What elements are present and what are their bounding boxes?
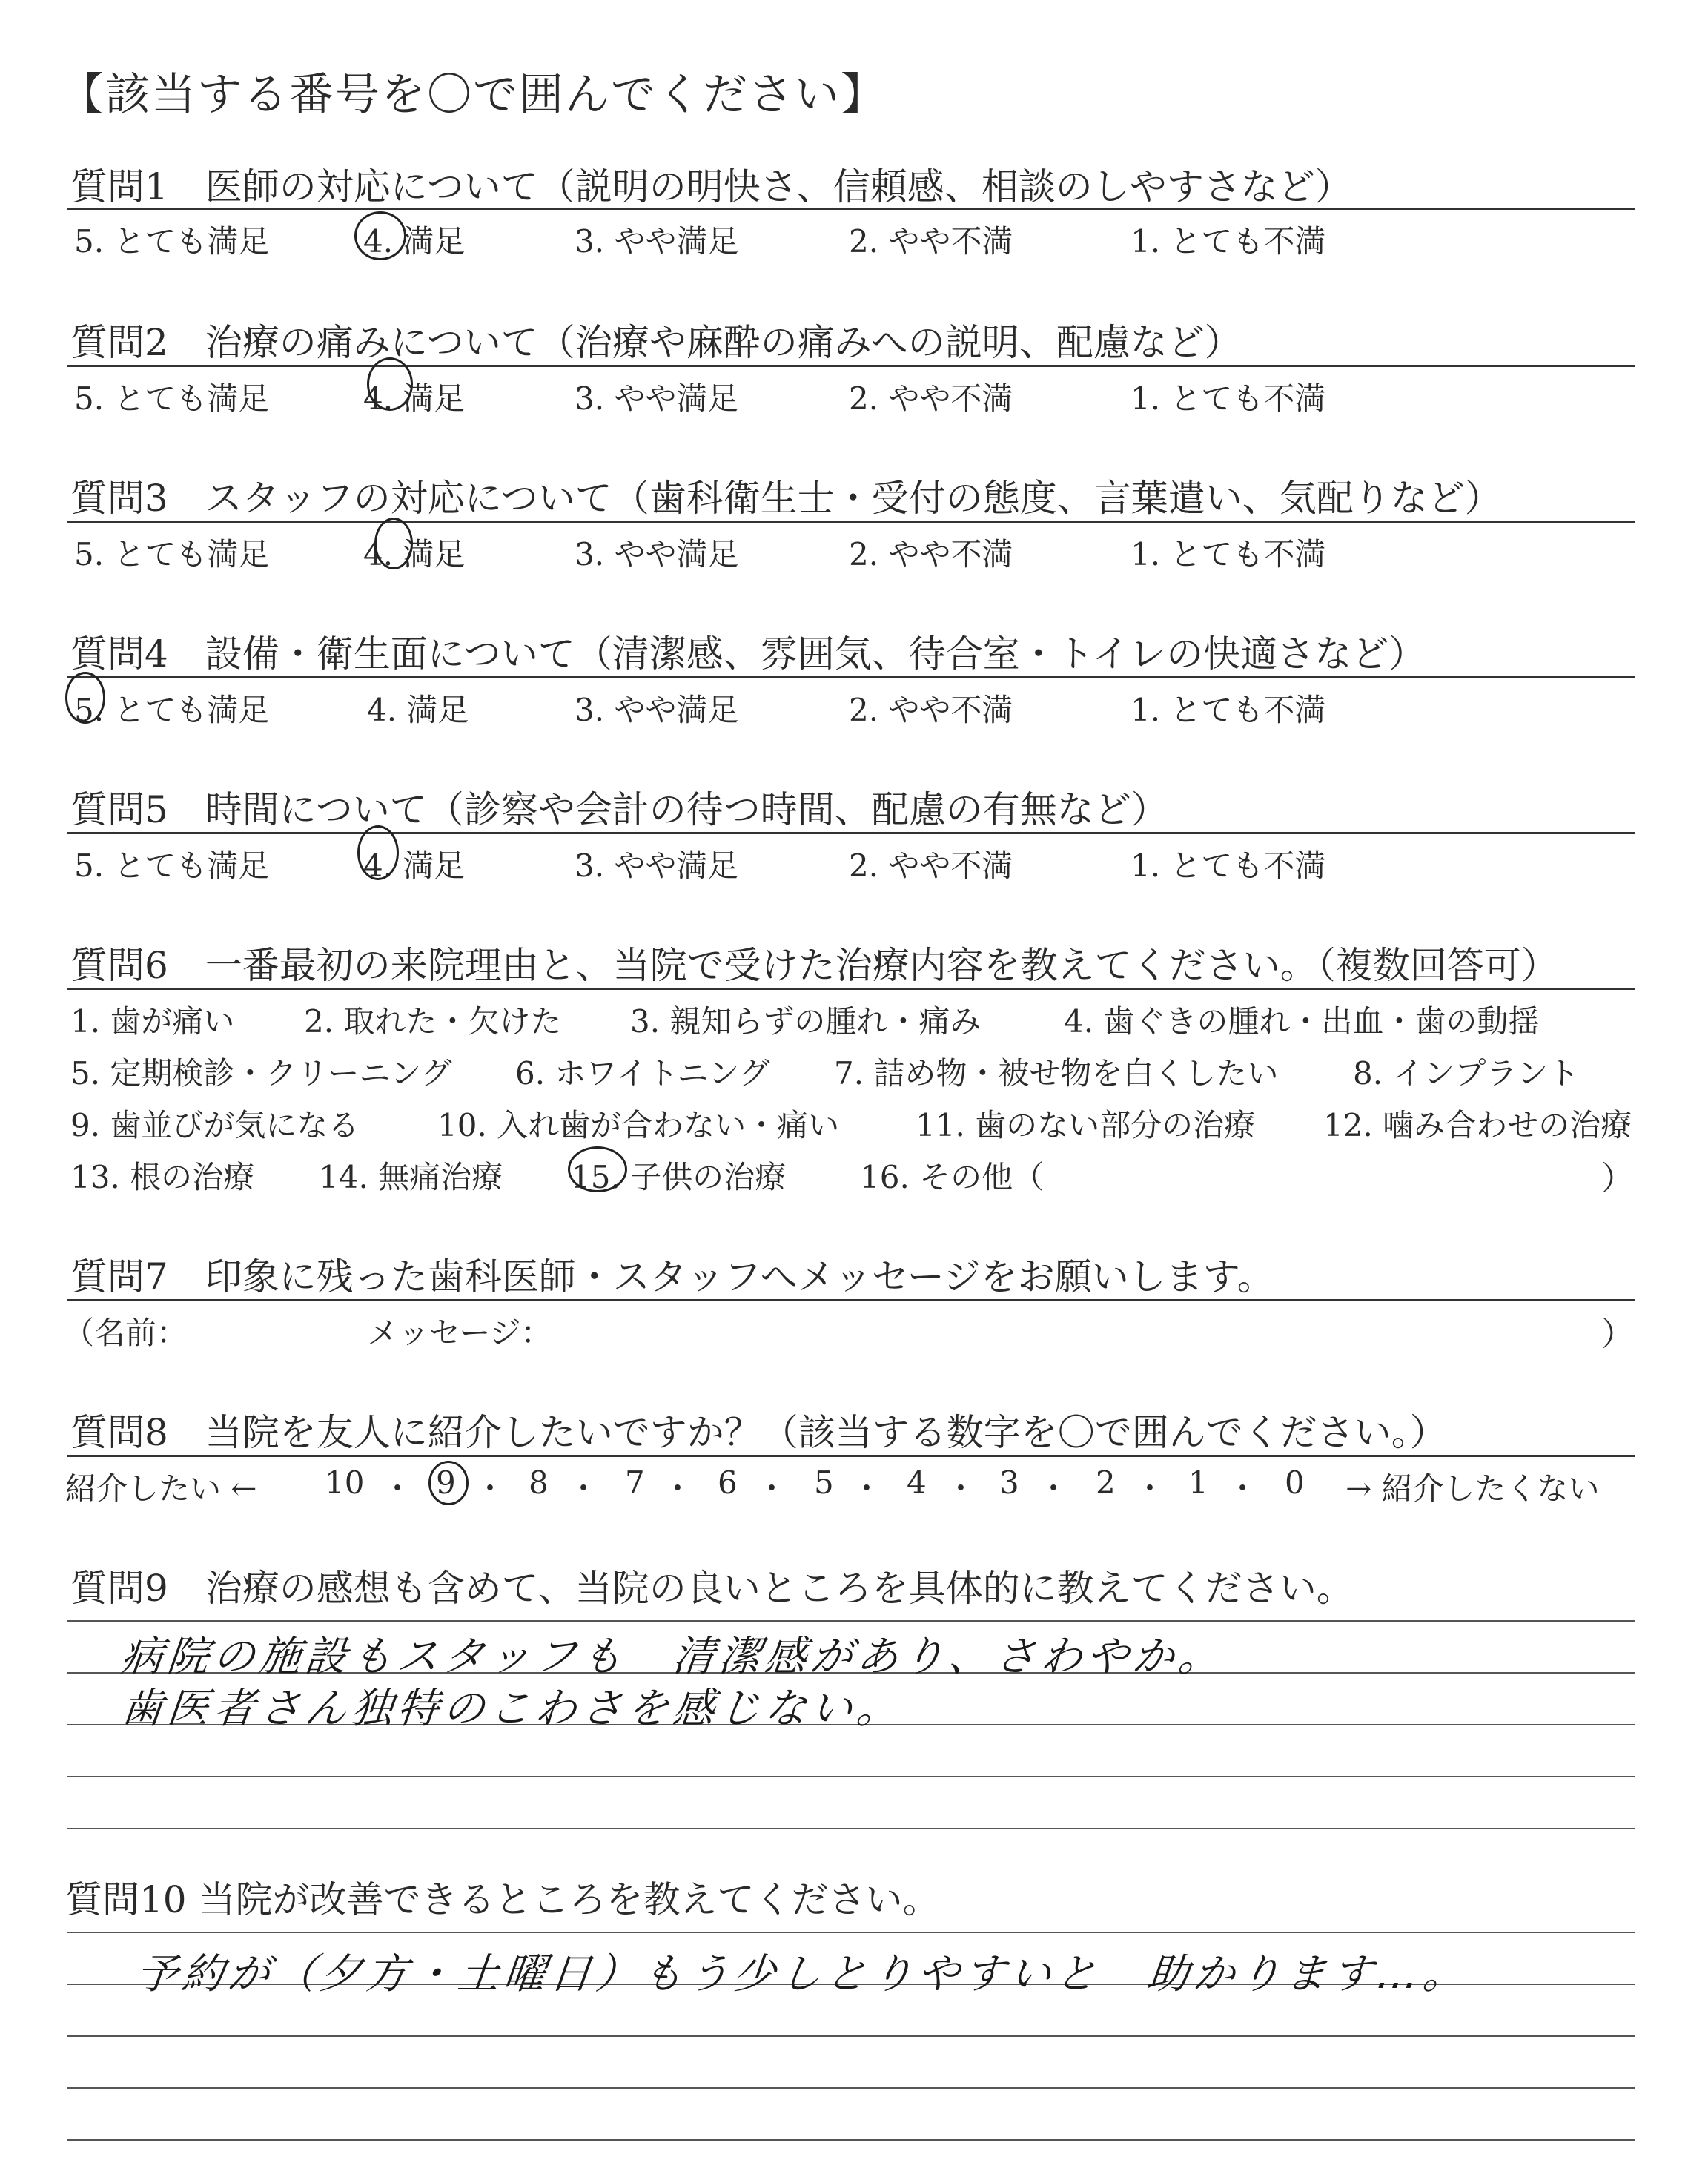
q6-option-3[interactable]: 3. 親知らずの腫れ・痛み <box>630 1003 982 1040</box>
q8-separator: ・ <box>1134 1470 1166 1507</box>
q2-option-5[interactable]: 5. とても満足 <box>74 380 270 417</box>
q2-option-4[interactable]: 4. 満足 <box>363 380 466 417</box>
q8-separator: ・ <box>382 1470 414 1507</box>
q1-option-2[interactable]: 2. やや不満 <box>849 223 1013 260</box>
q2-option-1[interactable]: 1. とても不満 <box>1131 380 1326 417</box>
q1-option-4[interactable]: 4. 満足 <box>363 223 466 260</box>
question-1-rule <box>67 208 1635 210</box>
q4-option-5[interactable]: 5. とても満足 <box>74 692 270 728</box>
q6-option-5[interactable]: 5. 定期検診・クリーニング <box>70 1055 452 1091</box>
q6-option-11[interactable]: 11. 歯のない部分の治療 <box>916 1107 1256 1143</box>
q7-message-label: メッセージ： <box>367 1315 552 1351</box>
q2-selection-circle <box>367 357 413 411</box>
q7-name-label: （名前： <box>63 1315 188 1351</box>
q8-score-2[interactable]: 2 <box>1096 1464 1116 1501</box>
q1-option-1[interactable]: 1. とても不満 <box>1131 223 1326 260</box>
q8-score-7[interactable]: 7 <box>625 1464 645 1501</box>
q6-option-12[interactable]: 12. 噛み合わせの治療 <box>1323 1107 1632 1143</box>
q6-option-4[interactable]: 4. 歯ぐきの腫れ・出血・歯の動揺 <box>1064 1003 1540 1040</box>
q8-separator: ・ <box>474 1470 506 1507</box>
q6-option-1[interactable]: 1. 歯が痛い <box>70 1003 235 1040</box>
q10-writing-line <box>67 2139 1635 2141</box>
question-8-rule <box>67 1455 1635 1457</box>
q3-option-5[interactable]: 5. とても満足 <box>74 536 270 572</box>
q8-left-label: 紹介したい ← <box>65 1470 257 1507</box>
q7-close-paren: ） <box>1601 1315 1634 1353</box>
question-5-rule <box>67 832 1635 834</box>
question-4-rule <box>67 676 1635 678</box>
q4-option-3[interactable]: 3. やや満足 <box>575 692 739 728</box>
page-heading: 【該当する番号を〇で囲んでください】 <box>59 69 887 121</box>
q4-option-4[interactable]: 4. 満足 <box>367 692 469 728</box>
q6-option-14[interactable]: 14. 無痛治療 <box>319 1159 503 1195</box>
q6-option-8[interactable]: 8. インプラント <box>1353 1055 1580 1091</box>
q10-writing-line <box>67 2087 1635 2089</box>
question-2-rule <box>67 365 1635 367</box>
q5-option-5[interactable]: 5. とても満足 <box>74 848 270 884</box>
question-1-title: 質問1 医師の対応について（説明の明快さ、信頼感、相談のしやすさなど） <box>70 165 1352 208</box>
q2-option-3[interactable]: 3. やや満足 <box>575 380 739 417</box>
q8-separator: ・ <box>851 1470 883 1507</box>
q2-option-2[interactable]: 2. やや不満 <box>849 380 1013 417</box>
q8-score-4[interactable]: 4 <box>907 1464 927 1501</box>
question-7-rule <box>67 1299 1635 1301</box>
q3-option-4[interactable]: 4. 満足 <box>363 536 466 572</box>
q3-option-3[interactable]: 3. やや満足 <box>575 536 739 572</box>
q8-separator: ・ <box>662 1470 694 1507</box>
question-4-title: 質問4 設備・衛生面について（清潔感、雰囲気、待合室・トイレの快適さなど） <box>70 633 1426 676</box>
q8-score-3[interactable]: 3 <box>999 1464 1019 1501</box>
q3-option-1[interactable]: 1. とても不満 <box>1131 536 1326 572</box>
q6-other-close-paren: ） <box>1601 1160 1634 1198</box>
q5-option-2[interactable]: 2. やや不満 <box>849 848 1013 884</box>
q1-selection-circle <box>354 211 406 260</box>
q9-writing-line <box>67 1620 1635 1622</box>
q4-option-1[interactable]: 1. とても不満 <box>1131 692 1326 728</box>
q6-option-6[interactable]: 6. ホワイトニング <box>515 1055 770 1091</box>
q9-writing-line <box>67 1776 1635 1777</box>
q8-selection-circle <box>428 1461 469 1505</box>
q8-right-label: → 紹介したくない <box>1345 1470 1600 1507</box>
q8-score-0[interactable]: 0 <box>1285 1464 1305 1501</box>
q8-separator: ・ <box>568 1470 600 1507</box>
q8-score-9[interactable]: 9 <box>436 1464 456 1501</box>
q8-score-1[interactable]: 1 <box>1188 1464 1208 1501</box>
q8-score-10[interactable]: 10 <box>325 1464 365 1501</box>
q6-option-2[interactable]: 2. 取れた・欠けた <box>304 1003 562 1040</box>
q9-answer-line: 歯医者さん独特のこわさを感じない。 <box>119 1685 906 1733</box>
q8-score-6[interactable]: 6 <box>718 1464 738 1501</box>
question-5-title: 質問5 時間について（診察や会計の待つ時間、配慮の有無など） <box>70 788 1168 831</box>
q9-writing-line <box>67 1828 1635 1829</box>
q6-option-10[interactable]: 10. 入れ歯が合わない・痛い <box>437 1107 840 1143</box>
q8-separator: ・ <box>945 1470 977 1507</box>
q8-score-5[interactable]: 5 <box>814 1464 834 1501</box>
q5-selection-circle <box>357 825 399 880</box>
q4-selection-circle <box>65 672 105 724</box>
q1-option-3[interactable]: 3. やや満足 <box>575 223 739 260</box>
question-6-title: 質問6 一番最初の来院理由と、当院で受けた治療内容を教えてください。（複数回答可） <box>70 944 1558 987</box>
q6-option-9[interactable]: 9. 歯並びが気になる <box>70 1107 360 1143</box>
q8-separator: ・ <box>1038 1470 1070 1507</box>
q6-option-13[interactable]: 13. 根の治療 <box>70 1159 255 1195</box>
question-7-title: 質問7 印象に残った歯科医師・スタッフへメッセージをお願いします。 <box>70 1255 1274 1298</box>
q8-separator: ・ <box>756 1470 788 1507</box>
q6-option-7[interactable]: 7. 詰め物・被せ物を白くしたい <box>834 1055 1279 1091</box>
q3-option-2[interactable]: 2. やや不満 <box>849 536 1013 572</box>
q5-option-4[interactable]: 4. 満足 <box>363 848 466 884</box>
q4-option-2[interactable]: 2. やや不満 <box>849 692 1013 728</box>
q6-selection-circle <box>568 1146 627 1192</box>
q10-writing-line <box>67 2035 1635 2037</box>
question-10-title: 質問10 当院が改善できるところを教えてください。 <box>65 1878 940 1921</box>
q8-score-8[interactable]: 8 <box>529 1464 549 1501</box>
q5-option-1[interactable]: 1. とても不満 <box>1131 848 1326 884</box>
question-3-rule <box>67 521 1635 523</box>
question-8-title: 質問8 当院を友人に紹介したいですか？（該当する数字を〇で囲んでください。） <box>70 1411 1447 1454</box>
question-6-rule <box>67 988 1635 990</box>
q9-answer-line: 病院の施設もスタッフも 清潔感があり、さわやか。 <box>119 1633 1228 1681</box>
q8-separator: ・ <box>1227 1470 1259 1507</box>
q10-writing-line <box>67 1932 1635 1933</box>
q10-answer-line: 予約が（夕方・土曜日）もう少しとりやすいと 助かります…。 <box>133 1950 1472 1998</box>
q3-selection-circle <box>374 518 413 569</box>
q6-option-16[interactable]: 16. その他（ <box>860 1159 1045 1195</box>
question-3-title: 質問3 スタッフの対応について（歯科衛生士・受付の態度、言葉遣い、気配りなど） <box>70 477 1502 520</box>
question-9-title: 質問9 治療の感想も含めて、当院の良いところを具体的に教えてください。 <box>70 1567 1354 1610</box>
q1-option-5[interactable]: 5. とても満足 <box>74 223 270 260</box>
question-2-title: 質問2 治療の痛みについて（治療や麻酔の痛みへの説明、配慮など） <box>70 321 1242 364</box>
q6-option-15[interactable]: 15. 子供の治療 <box>571 1159 787 1195</box>
q5-option-3[interactable]: 3. やや満足 <box>575 848 739 884</box>
